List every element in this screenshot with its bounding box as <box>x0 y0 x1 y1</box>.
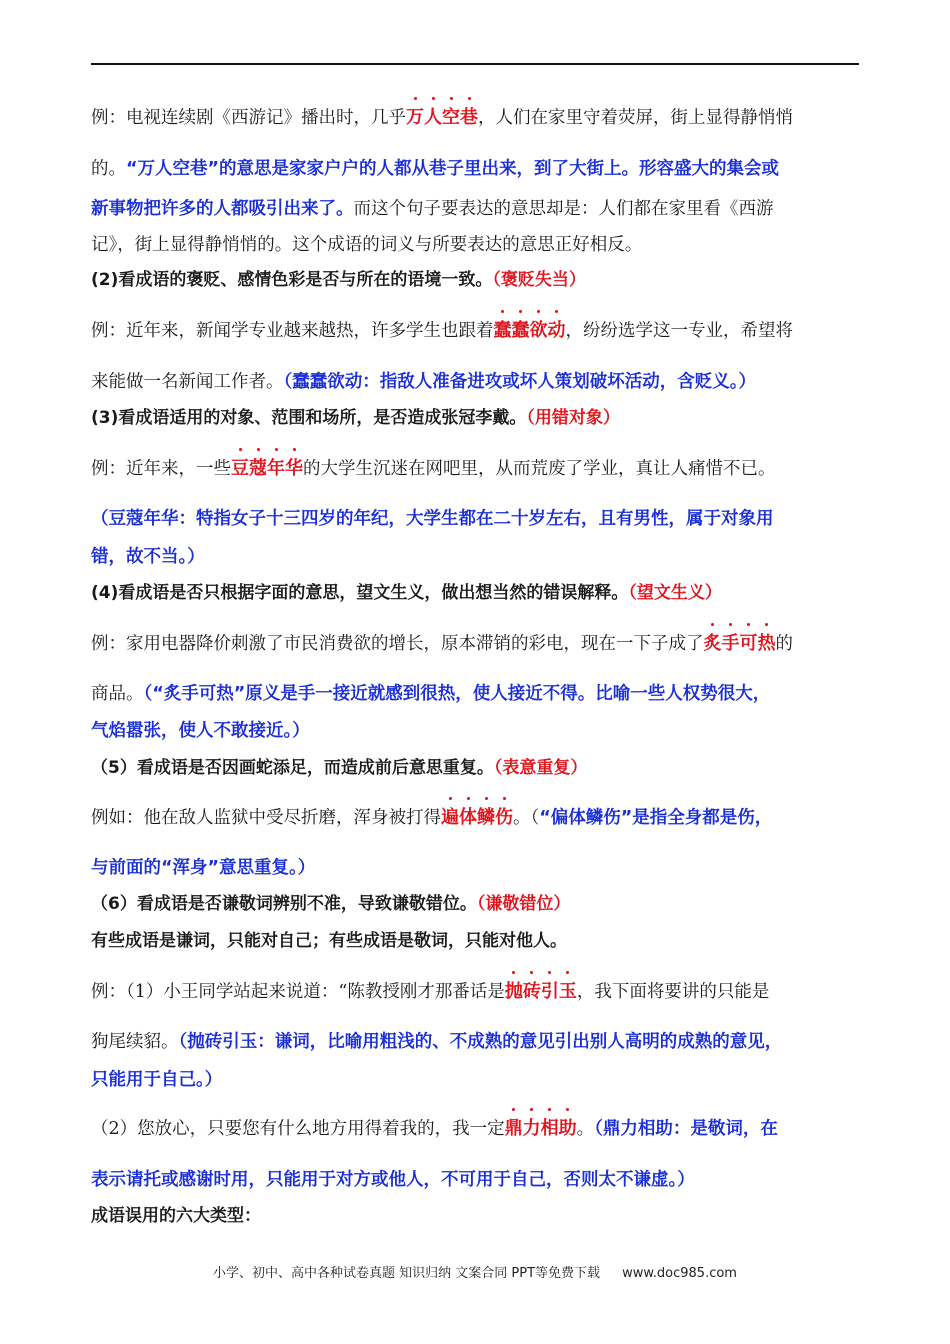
p7-line-1: （2）您放心，只要您有什么地方用得着我的，我一定 鼎力相助。（鼎力相助：是敬词，在 <box>91 1117 881 1141</box>
page-footer <box>0 1262 950 1281</box>
p2-line-2: 来能做一名新闻工作者。（蠢蠢欲动：指敌人准备进攻或坏人策划破坏活动，含贬义。） <box>91 372 756 392</box>
tag-4: （望文生义） <box>628 583 722 603</box>
closing-heading: 成语误用的六大类型： <box>91 1206 261 1226</box>
idiom-zhishoukere: 炙手可热 <box>704 632 776 656</box>
footer-url[interactable]: www.doc985.com <box>622 1266 737 1281</box>
idiom-dinglixiangzhu: 鼎力相助 <box>505 1117 577 1141</box>
heading-4: (4)看成语是否只根据字面的意思，望文生义，做出想当然的错误解释。（望文生义） <box>91 583 722 603</box>
header-rule <box>91 63 859 65</box>
p1-explanation: “万人空巷”的意思是家家户户的人都从巷子里出来，到了大街上。形容盛大的集会或 <box>126 159 780 179</box>
p7-line-2: 表示请托或感谢时用，只能用于对方或他人，不可用于自己，否则太不谦虚。） <box>91 1170 695 1190</box>
p4-line-1: 例：家用电器降价刺激了市民消费欲的增长，原本滞销的彩电，现在一下子成了 炙手可热的 <box>91 632 881 656</box>
p3-line-2: （豆蔻年华：特指女子十三四岁的年纪，大学生都在二十岁左右，且有男性，属于对象用 <box>91 509 774 529</box>
tag-6: （谦敬错位） <box>476 894 571 914</box>
p4-line-3: 气焰嚣张，使人不敢接近。） <box>91 721 310 741</box>
heading-5: （5）看成语是否因画蛇添足，而造成前后意思重复。（表意重复） <box>91 758 588 778</box>
tag-5: （表意重复） <box>493 758 588 778</box>
p5-line-2: 与前面的“浑身”意思重复。） <box>91 858 316 878</box>
p6-line-1: 例：（1）小王同学站起来说道：“陈教授刚才那番话是 抛砖引玉，我下面将要讲的只能是 <box>91 980 881 1004</box>
heading-2: (2)看成语的褒贬、感情色彩是否与所在的语境一致。（褒贬失当） <box>91 270 586 290</box>
p2-line-1: 例：近年来，新闻学专业越来越热，许多学生也跟着 蠢蠢欲动，纷纷选学这一专业，希望将 <box>91 319 881 343</box>
p1-text: 例：电视连续剧《西游记》播出时，几乎 <box>91 108 406 128</box>
p6-line-2: 狗尾续貂。（抛砖引玉：谦词，比喻用粗浅的、不成熟的意见引出别人高明的成熟的意见， <box>91 1032 783 1052</box>
p1-line-3: 新事物把许多的人都吸引出来了。而这个句子要表达的意思却是：人们都在家里看《西游 <box>91 199 774 219</box>
footer-text: 小学、初中、高中各种试卷真题 知识归纳 文案合同 PPT等免费下载 <box>213 1266 601 1281</box>
heading-3: (3)看成语适用的对象、范围和场所，是否造成张冠李戴。（用错对象） <box>91 408 620 428</box>
p6-line-3: 只能用于自己。） <box>91 1070 223 1090</box>
tag-2: （褒贬失当） <box>492 270 586 290</box>
p5-line-1: 例如：他在敌人监狱中受尽折磨，浑身被打得 遍体鳞伤。（“偏体鳞伤”是指全身都是伤， <box>91 806 881 830</box>
idiom-chunchunyudong: 蠢蠢欲动 <box>494 319 566 343</box>
p3-line-1: 例：近年来，一些 豆蔻年华的大学生沉迷在网吧里，从而荒废了学业，真让人痛惜不已。 <box>91 457 881 481</box>
idiom-wanrenkongxiang: 万人空巷 <box>406 106 478 130</box>
heading-6: （6）看成语是否谦敬词辨别不准，导致谦敬错位。（谦敬错位） <box>91 894 571 914</box>
p3-line-3: 错，故不当。） <box>91 547 205 567</box>
idiom-doukounianhua: 豆蔻年华 <box>231 457 303 481</box>
note-6: 有些成语是谦词，只能对自己；有些成语是敬词，只能对他人。 <box>91 931 567 951</box>
idiom-paozhuanyinyu: 抛砖引玉 <box>505 980 577 1004</box>
p1-line-2: 的。“万人空巷”的意思是家家户户的人都从巷子里出来，到了大街上。形容盛大的集会或 <box>91 159 780 179</box>
p1-line-4: 记》，街上显得静悄悄的。这个成语的词义与所要表达的意思正好相反。 <box>91 235 643 255</box>
p1-line-1 <box>91 106 881 130</box>
p4-line-2: 商品。（“炙手可热”原义是手一接近就感到很热，使人接近不得。比喻一些人权势很大， <box>91 684 771 704</box>
idiom-bianti-linshang: 遍体鳞伤 <box>441 806 513 830</box>
tag-3: （用错对象） <box>526 408 620 428</box>
p1-text-post: ，人们在家里守着荧屏，街上显得静悄悄 <box>478 108 793 128</box>
